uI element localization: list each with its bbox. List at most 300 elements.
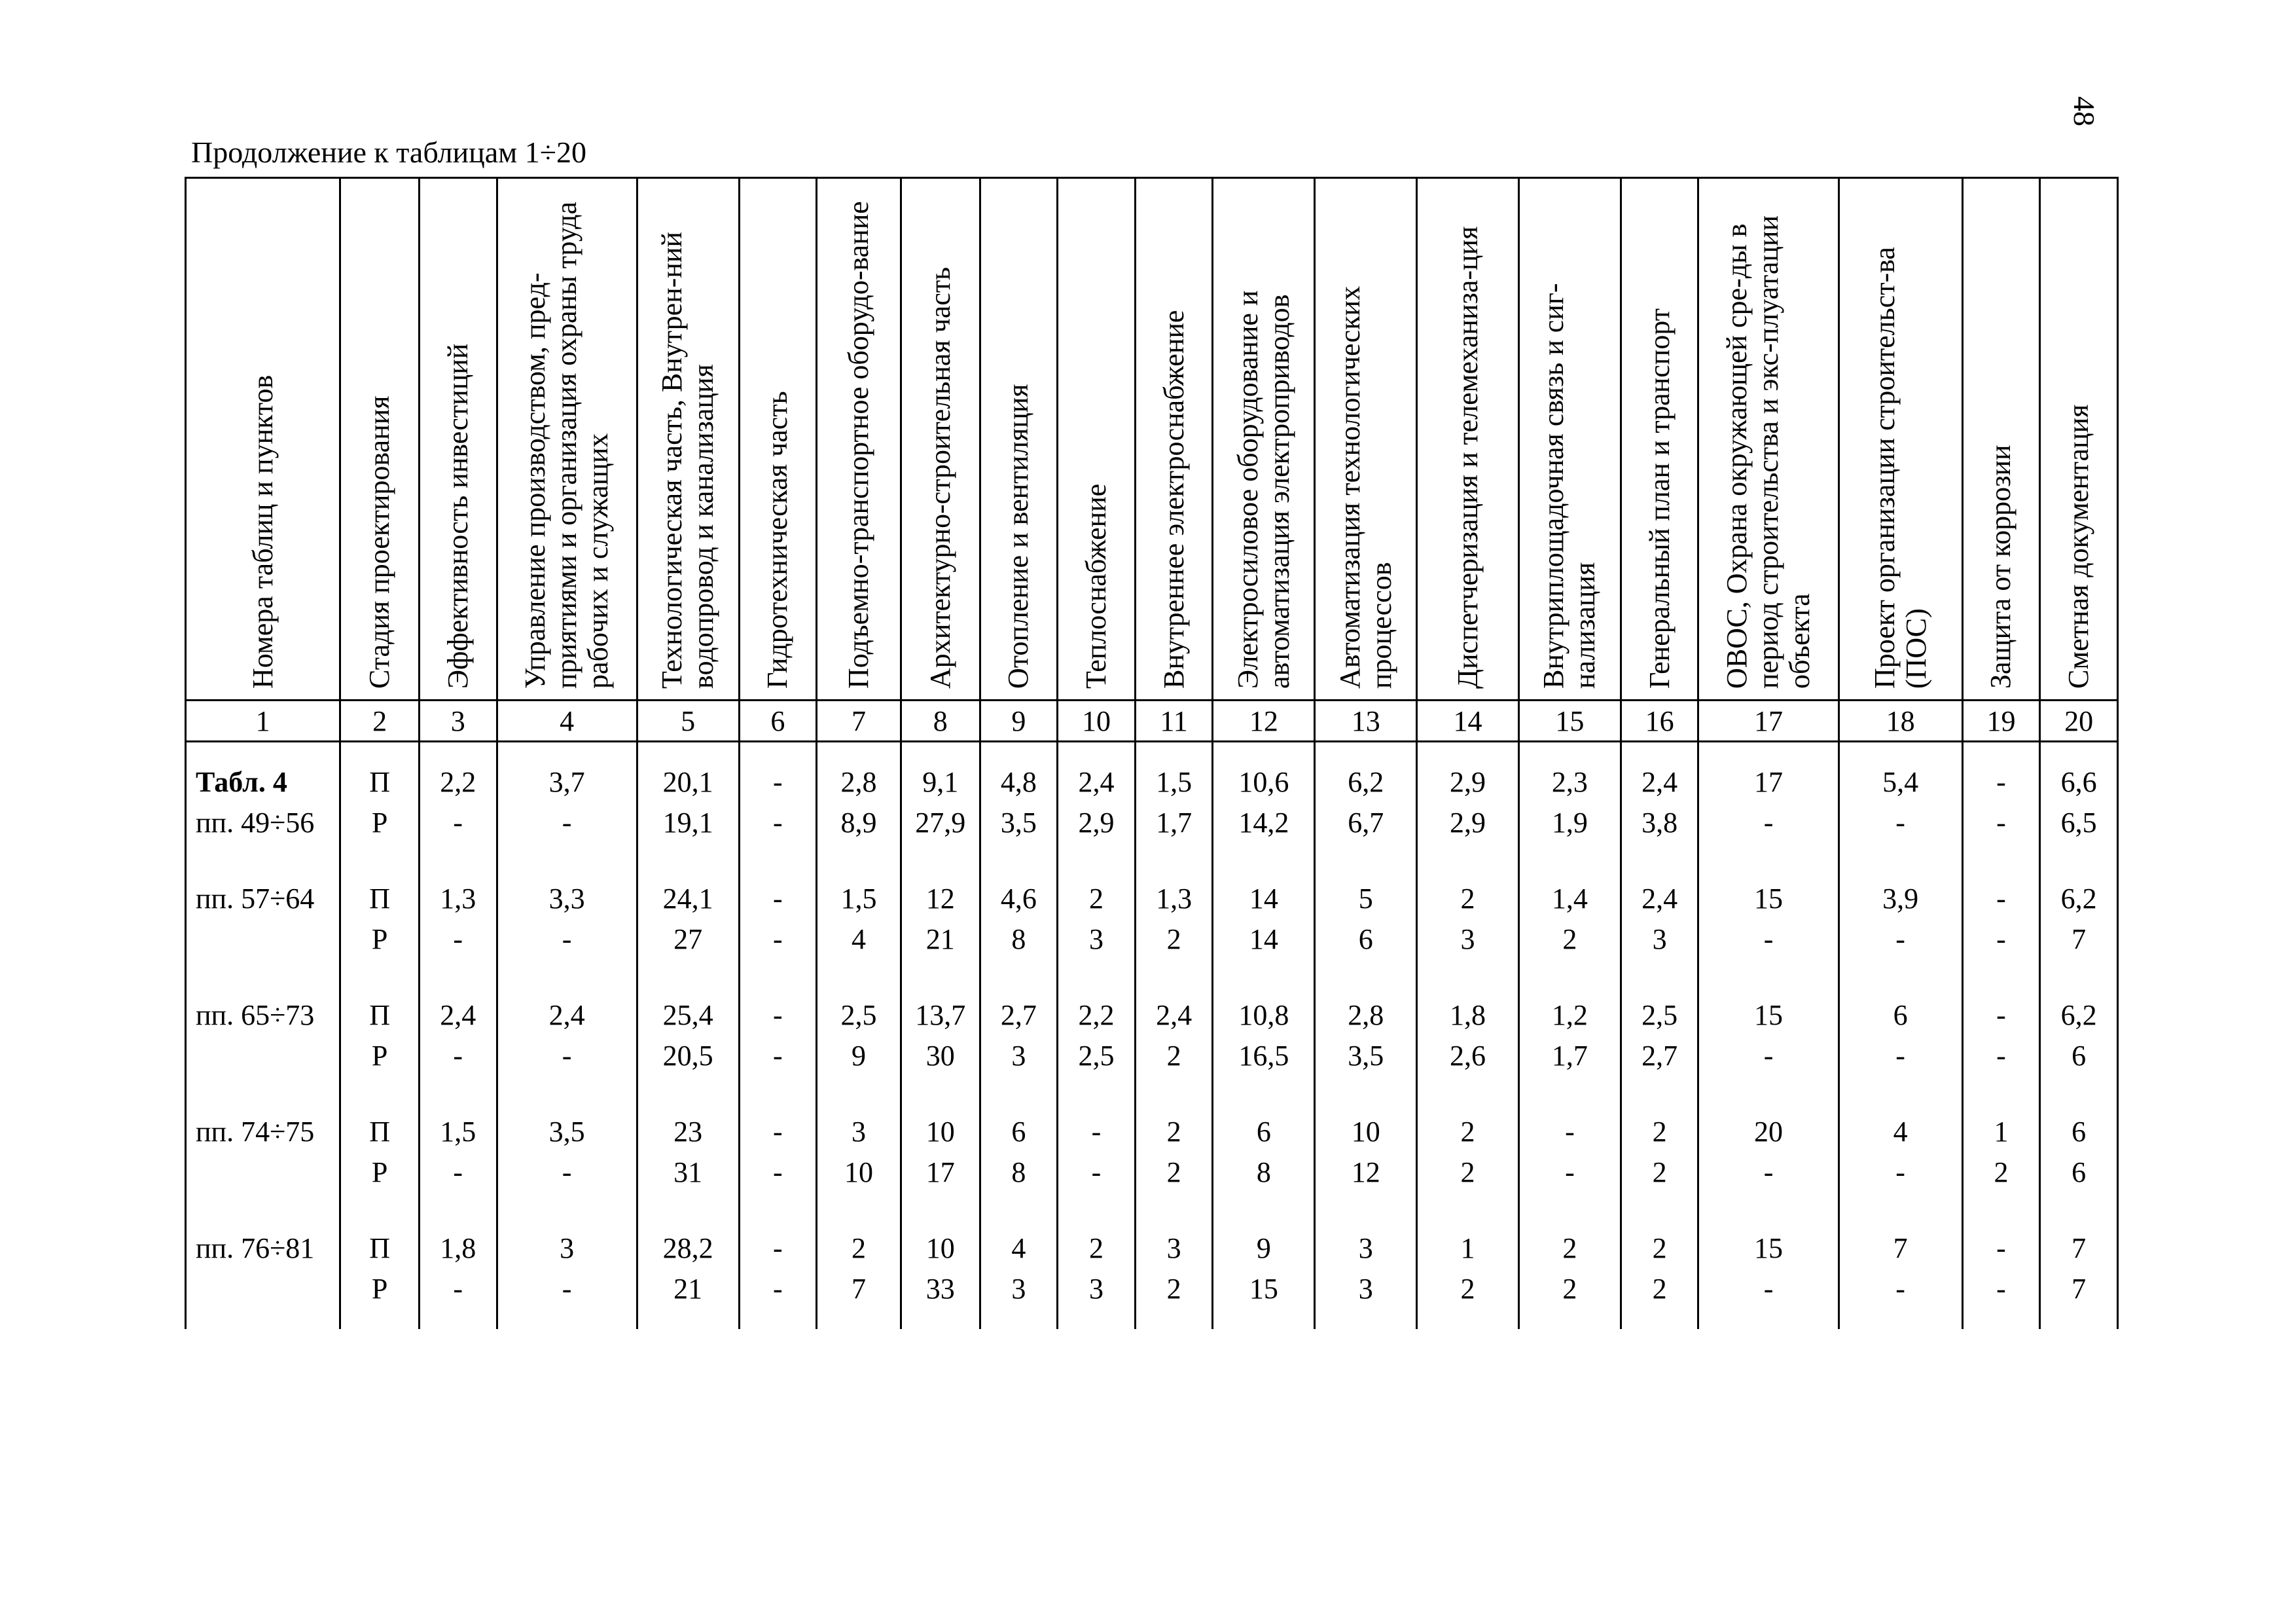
table-cell [1058,762,1136,803]
column-number: 6 [739,701,817,742]
spacer-cell [419,960,497,995]
table-cell [1135,1112,1213,1152]
cell-value: 17 [1754,766,1784,798]
table-cell [1058,1036,1136,1076]
spacer-cell [1962,1309,2040,1329]
table-cell [817,995,901,1036]
column-header-label: Внутреннее электроснабжение [1157,310,1190,689]
cell-value: 14,2 [1238,807,1289,839]
cell-value: 3 [1358,1232,1373,1264]
cell-value: - [1763,1273,1774,1305]
page-number: 48 [2068,96,2102,126]
table-cell [419,919,497,960]
cell-value: 5 [1358,883,1373,915]
table-caption: Продолжение к таблицам 1÷20 [191,136,587,169]
table-cell [1698,803,1839,843]
cell-value: - [773,1232,783,1264]
cell-value: - [773,1116,783,1148]
table-cell [497,1269,637,1309]
column-header-label: Сметная документация [2062,404,2095,689]
table-row [186,919,2118,960]
cell-value: 2,5 [1078,1040,1115,1072]
cell-value: 2,4 [548,999,585,1031]
cell-value: П [369,883,390,915]
table-cell [1213,879,1315,919]
cell-value: 3,3 [548,883,585,915]
cell-value: - [1996,766,2006,798]
table-cell [1315,919,1417,960]
cell-value: 1,5 [440,1116,476,1148]
cell-value: 1,5 [1156,766,1193,798]
table-cell [1962,919,2040,960]
table-cell [817,1152,901,1193]
cell-value: 3 [1011,1273,1026,1305]
norms-table [185,177,2119,1329]
cell-value: - [1763,923,1774,955]
cell-value: 6 [2072,1156,2087,1188]
table-cell [817,1112,901,1152]
table-cell [980,1036,1058,1076]
cell-value: П [369,1232,390,1264]
table-cell [1839,762,1962,803]
spacer-cell [1135,1193,1213,1228]
cell-value: 3,5 [1000,807,1037,839]
table-cell [1621,1269,1698,1309]
column-number: 12 [1213,701,1315,742]
cell-value: - [1996,1232,2006,1264]
spacer-cell [1213,1309,1315,1329]
table-cell [1518,1152,1621,1193]
table-cell [340,1036,420,1076]
table-cell [1839,1269,1962,1309]
spacer-cell [419,1193,497,1228]
spacer-cell [186,843,340,879]
cell-value: 6 [1256,1116,1271,1148]
table-cell [901,762,980,803]
spacer-cell [1621,1076,1698,1112]
table-cell [1962,879,2040,919]
cell-value: 13,7 [915,999,966,1031]
cell-value: 2,4 [1156,999,1193,1031]
cell-value: - [1996,807,2006,839]
row-label-text [196,1269,339,1309]
cell-value: - [453,1273,463,1305]
table-cell [1518,1036,1621,1076]
table-cell [901,1269,980,1309]
spacer-cell [1839,960,1962,995]
table-cell [739,919,817,960]
spacer-cell [340,960,420,995]
table-cell [817,762,901,803]
table-cell [980,995,1058,1036]
column-number: 14 [1417,701,1519,742]
spacer-cell [1621,960,1698,995]
table-cell [419,995,497,1036]
column-header-label: Автоматизация технологических процессов [1333,285,1397,689]
cell-value: 3 [1460,923,1475,955]
table-cell [901,803,980,843]
spacer-cell [419,1309,497,1329]
cell-value: - [773,1273,783,1305]
cell-value: - [773,766,783,798]
table-cell [1698,1152,1839,1193]
cell-value: 6,2 [1348,766,1384,798]
spacer-cell [1417,1076,1519,1112]
table-cell [1315,879,1417,919]
spacer-cell [637,1193,739,1228]
column-header-label: Эффективность инвестиций [441,343,474,689]
spacer-cell [1315,960,1417,995]
cell-value: 7 [2072,923,2087,955]
row-label-text: пп. 57÷64 [196,883,315,915]
spacer-cell [2040,1309,2118,1329]
cell-value: 6,6 [2060,766,2097,798]
table-cell [2040,1269,2118,1309]
spacer-cell [1417,843,1519,879]
spacer-cell [2040,960,2118,995]
column-header [1135,178,1213,701]
column-header-label: Подъемно-транспортное оборудо-вание [842,201,875,689]
cell-value: 2 [1088,1232,1103,1264]
table-cell [980,1112,1058,1152]
spacer-cell [1839,843,1962,879]
table-cell [901,919,980,960]
cell-value: - [562,807,572,839]
row-label [186,995,340,1036]
table-cell [739,803,817,843]
table-cell [1213,919,1315,960]
table-cell [1135,1228,1213,1269]
spacer-cell [1621,1193,1698,1228]
row-label-text: пп. 65÷73 [196,999,315,1031]
cell-value: 2 [1652,1273,1667,1305]
table-cell [980,762,1058,803]
cell-value: 6,5 [2060,807,2097,839]
spacer-cell [1839,1076,1962,1112]
cell-value: 7 [852,1273,867,1305]
cell-value: 16,5 [1238,1040,1289,1072]
table-cell [739,1112,817,1152]
column-header-label: Диспетчеризация и телемеханиза-ция [1451,226,1484,689]
cell-value: 3,9 [1882,883,1919,915]
cell-value: 15 [1754,999,1784,1031]
column-number-row [186,701,2118,742]
cell-value: - [773,883,783,915]
table-cell [419,1228,497,1269]
table-cell [1135,1152,1213,1193]
cell-value: 2 [1460,1116,1475,1148]
table-cell [637,919,739,960]
table-cell [1417,1228,1519,1269]
cell-value: 8,9 [840,807,877,839]
spacer-cell [419,843,497,879]
table-cell [1518,879,1621,919]
spacer-cell [1962,742,2040,763]
table-cell [1698,1112,1839,1152]
spacer-row [186,742,2118,763]
table-cell [1518,1112,1621,1152]
spacer-row [186,843,2118,879]
cell-value: 28,2 [662,1232,713,1264]
table-cell [1518,919,1621,960]
table-cell [497,762,637,803]
table-cell [1315,1269,1417,1309]
table-cell [1621,919,1698,960]
spacer-cell [1698,742,1839,763]
row-label [186,803,340,843]
spacer-cell [817,1076,901,1112]
table-cell [1058,995,1136,1036]
cell-value: Р [371,1156,388,1188]
spacer-row [186,1193,2118,1228]
column-header-label: Технологическая часть, Внутрен-ний водопровод и канализация [656,232,720,689]
cell-value: 10,6 [1238,766,1289,798]
column-header-label: Проект организации строительст-ва (ПОС) [1868,247,1932,689]
spacer-cell [1839,742,1962,763]
spacer-cell [186,742,340,763]
cell-value: 2,3 [1551,766,1588,798]
table-cell [1962,1152,2040,1193]
spacer-cell [1058,1309,1136,1329]
table-cell [637,879,739,919]
table-cell [1518,1269,1621,1309]
cell-value: - [1895,923,1905,955]
cell-value: 2 [1652,1116,1667,1148]
column-header-label: Управление производством, пред-приятиями и организация охраны труда рабочих и служащих [519,201,615,689]
column-number: 1 [186,701,340,742]
table-cell [1058,1152,1136,1193]
table-cell [1135,919,1213,960]
column-header-label: ОВОС, Охрана окружающей сре-ды в период строительства и экс-плуатации объекта [1721,215,1816,689]
table-cell [1417,995,1519,1036]
cell-value: 1,5 [840,883,877,915]
cell-value: 2 [1166,1116,1181,1148]
spacer-cell [497,1076,637,1112]
cell-value: 3 [852,1116,867,1148]
cell-value: 3 [560,1232,575,1264]
cell-value: 15 [1754,883,1784,915]
table-cell [1518,995,1621,1036]
table-cell [901,879,980,919]
cell-value: 3,5 [1348,1040,1384,1072]
column-header [1417,178,1519,701]
table-cell [1518,1228,1621,1269]
table-cell [739,1269,817,1309]
cell-value: 27,9 [915,807,966,839]
cell-value: - [1565,1156,1575,1188]
table-cell [1962,1036,2040,1076]
spacer-cell [1621,843,1698,879]
table-cell [739,1228,817,1269]
spacer-cell [637,1076,739,1112]
spacer-cell [1698,1309,1839,1329]
cell-value: 4 [852,923,867,955]
cell-value: 1,8 [440,1232,476,1264]
cell-value: 8 [1011,923,1026,955]
cell-value: Р [371,1273,388,1305]
spacer-cell [1135,843,1213,879]
spacer-cell [186,1193,340,1228]
cell-value: 4,6 [1000,883,1037,915]
spacer-cell [817,960,901,995]
cell-value: - [1996,923,2006,955]
cell-value: 33 [925,1273,955,1305]
table-cell [637,1269,739,1309]
spacer-cell [739,843,817,879]
table-row [186,1112,2118,1152]
spacer-cell [2040,1193,2118,1228]
spacer-cell [1417,742,1519,763]
table-cell [1518,762,1621,803]
column-header-label: Гидротехническая часть [761,391,794,689]
cell-value: - [773,1156,783,1188]
table-cell [1315,1228,1417,1269]
spacer-cell [1417,1193,1519,1228]
column-header [1518,178,1621,701]
spacer-cell [1315,843,1417,879]
cell-value: 2,9 [1078,807,1115,839]
table-cell [1058,803,1136,843]
column-header-label: Внутриплощадочная связь и сиг-нализация [1537,283,1602,689]
spacer-row [186,1076,2118,1112]
spacer-cell [901,1076,980,1112]
table-cell [1839,1152,1962,1193]
table-cell [1058,1269,1136,1309]
cell-value: 27 [673,923,703,955]
cell-value: 3 [1652,923,1667,955]
cell-value: 3 [1088,1273,1103,1305]
cell-value: 2 [1460,883,1475,915]
cell-value: Р [371,807,388,839]
column-header [817,178,901,701]
table-cell [340,1228,420,1269]
table-cell [497,803,637,843]
spacer-cell [1315,1193,1417,1228]
cell-value: 2,6 [1450,1040,1486,1072]
table-cell [1839,1112,1962,1152]
cell-value: 5,4 [1882,766,1919,798]
spacer-cell [1135,742,1213,763]
cell-value: 2,5 [1641,999,1678,1031]
cell-value: 6 [1011,1116,1026,1148]
table-cell [1962,803,2040,843]
column-header [340,178,420,701]
table-cell [497,919,637,960]
table-row [186,995,2118,1036]
table-cell [1135,1269,1213,1309]
column-header-label: Номера таблиц и пунктов [246,374,279,689]
table-cell [739,995,817,1036]
cell-value: 15 [1249,1273,1278,1305]
cell-value: П [369,1116,390,1148]
header-row [186,178,2118,701]
cell-value: 10 [925,1232,955,1264]
spacer-row [186,960,2118,995]
cell-value: 6,2 [2060,999,2097,1031]
spacer-cell [1213,843,1315,879]
spacer-cell [1058,960,1136,995]
cell-value: 3,7 [548,766,585,798]
spacer-cell [980,742,1058,763]
table-cell [637,1112,739,1152]
spacer-cell [1839,1193,1962,1228]
table-cell [1135,762,1213,803]
cell-value: 2,2 [1078,999,1115,1031]
table-cell [1315,995,1417,1036]
cell-value: 1,4 [1551,883,1588,915]
spacer-cell [1698,843,1839,879]
table-cell [817,1269,901,1309]
table-body [186,742,2118,1330]
spacer-cell [419,742,497,763]
cell-value: 2,5 [840,999,877,1031]
spacer-cell [637,742,739,763]
row-label [186,879,340,919]
table-cell [1698,1228,1839,1269]
spacer-cell [497,1193,637,1228]
column-header-label: Отопление и вентиляция [1002,384,1035,689]
spacer-cell [2040,742,2118,763]
table-row [186,1269,2118,1309]
column-number: 3 [419,701,497,742]
cell-value: 2,4 [1641,766,1678,798]
spacer-cell [1839,1309,1962,1329]
cell-value: 3,8 [1641,807,1678,839]
column-number: 11 [1135,701,1213,742]
cell-value: 2,7 [1000,999,1037,1031]
table-cell [980,879,1058,919]
spacer-cell [1417,960,1519,995]
spacer-cell [980,1193,1058,1228]
table-row [186,879,2118,919]
spacer-cell [901,960,980,995]
table-cell [1213,995,1315,1036]
cell-value: 2,8 [1348,999,1384,1031]
table-cell [2040,919,2118,960]
cell-value: 3 [1358,1273,1373,1305]
spacer-cell [1058,843,1136,879]
column-header [2040,178,2118,701]
cell-value: 6 [1358,923,1373,955]
spacer-cell [817,1309,901,1329]
table-cell [2040,803,2118,843]
column-header [1698,178,1839,701]
table-cell [1058,1228,1136,1269]
cell-value: 6,7 [1348,807,1384,839]
table-cell [1839,803,1962,843]
spacer-cell [1315,1076,1417,1112]
spacer-cell [497,742,637,763]
spacer-cell [817,843,901,879]
cell-value: 17 [925,1156,955,1188]
table-cell [817,1228,901,1269]
cell-value: - [562,923,572,955]
table-cell [901,995,980,1036]
column-number: 9 [980,701,1058,742]
spacer-cell [1213,742,1315,763]
spacer-cell [340,742,420,763]
column-number: 20 [2040,701,2118,742]
table-cell [980,1152,1058,1193]
spacer-cell [1518,843,1621,879]
table-cell [1962,995,2040,1036]
table-row [186,803,2118,843]
cell-value: 2 [1562,923,1577,955]
table-cell [2040,762,2118,803]
row-label-text: пп. 76÷81 [196,1232,315,1264]
column-header [1213,178,1315,701]
cell-value: 21 [673,1273,703,1305]
